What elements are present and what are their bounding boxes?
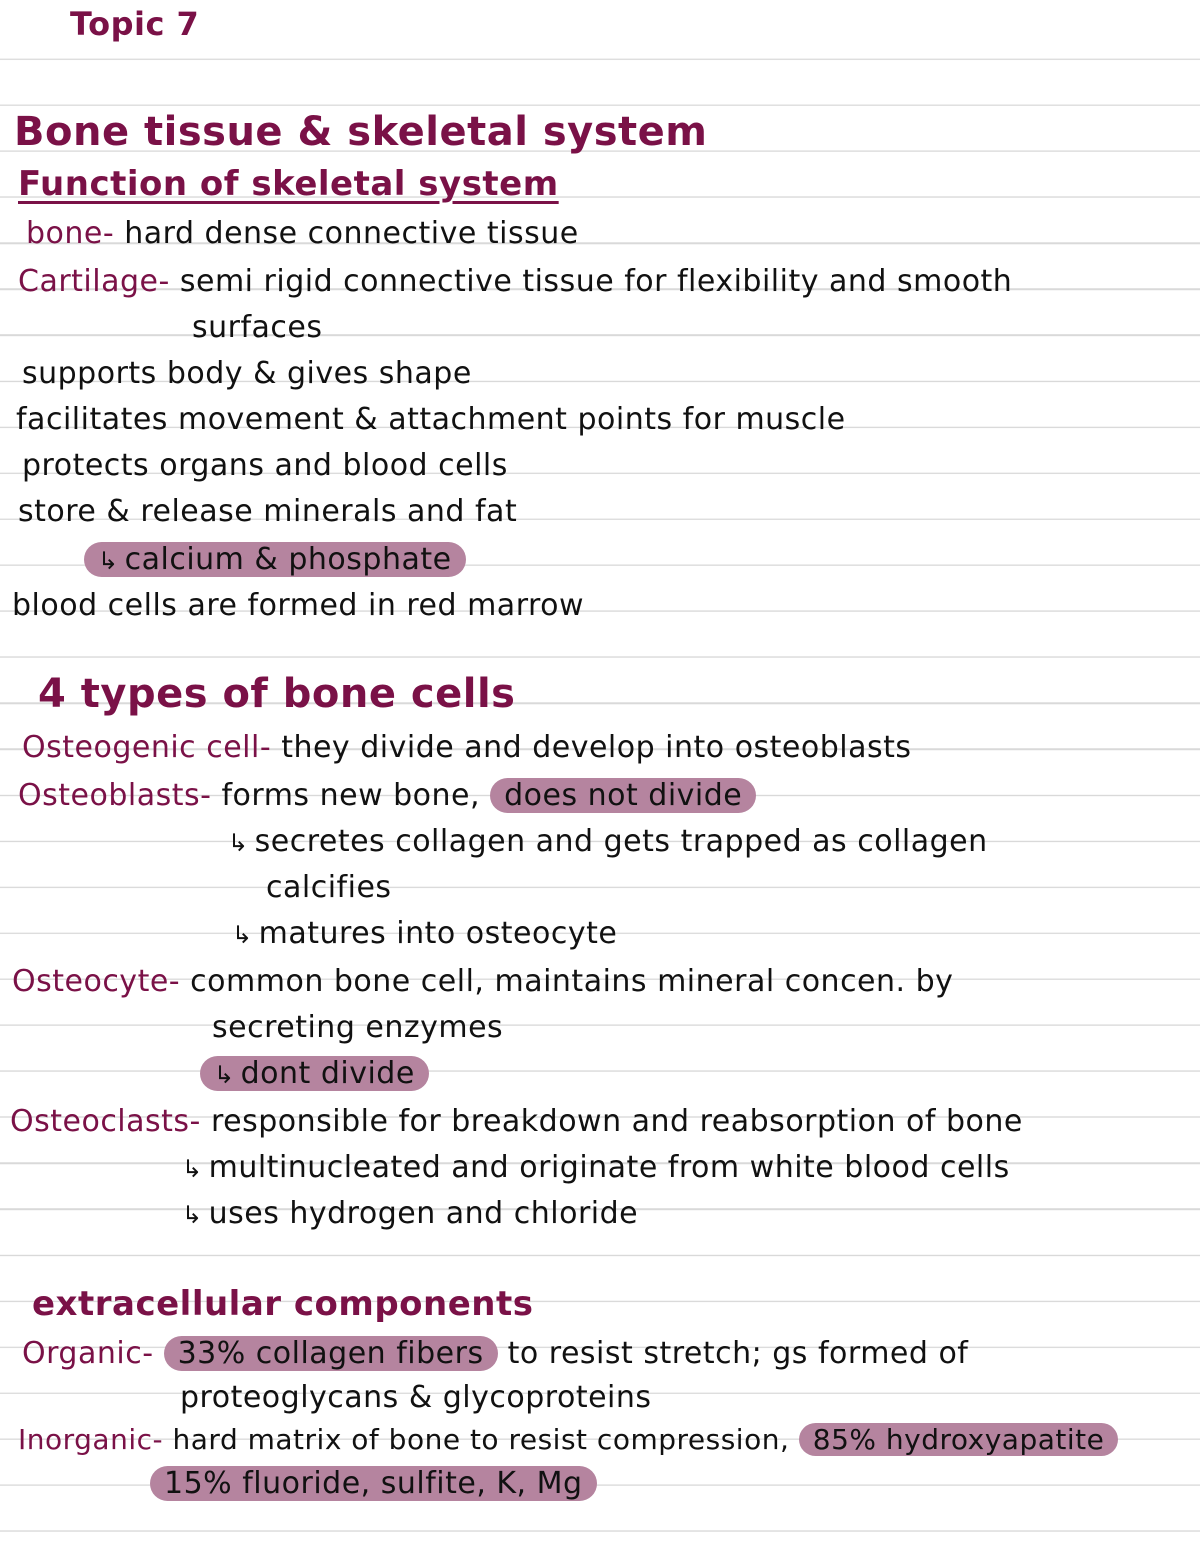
return-arrow-icon: ↳ (228, 829, 249, 857)
section3-heading-text: extracellular components (32, 1284, 534, 1324)
function-item (22, 446, 508, 486)
blood-cells-line (12, 586, 584, 626)
inorganic-note (150, 1464, 597, 1504)
inorganic-term: Inorganic- (18, 1423, 164, 1456)
inorganic-highlight2: 15% fluoride, sulfite, K, Mg (150, 1466, 597, 1501)
inorganic-text: hard matrix of bone to resist compression, (172, 1423, 790, 1456)
section1-heading (18, 164, 559, 204)
section2-heading-text: 4 types of bone cells (38, 671, 516, 717)
osteocyte-text: common bone cell, maintains mineral concen. by (190, 964, 954, 999)
cartilage-term: Cartilage- (18, 264, 170, 299)
topic-label (70, 4, 199, 44)
minerals-note (84, 540, 466, 581)
osteoblasts-text: forms new bone, (221, 778, 481, 813)
osteocyte-term: Osteocyte- (12, 964, 181, 999)
section2-heading (38, 671, 516, 717)
section3-heading (32, 1284, 533, 1324)
osteoblasts-note-text2: calcifies (266, 870, 392, 905)
cartilage-text2: surfaces (192, 310, 323, 345)
minerals-note-text: calcium & phosphate (124, 542, 452, 577)
minerals-highlight (84, 542, 466, 577)
topic-text: Topic 7 (70, 5, 200, 43)
osteocyte-note (200, 1054, 429, 1095)
osteoblasts-note-text: matures into osteocyte (258, 916, 618, 951)
osteoblasts-note-cont (266, 868, 392, 908)
function-text: supports body & gives shape (22, 356, 472, 391)
return-arrow-icon: ↳ (182, 1201, 203, 1229)
osteoblasts-note (228, 822, 988, 863)
function-item (16, 400, 846, 440)
osteogenic-definition (22, 728, 912, 768)
osteoblasts-term: Osteoblasts- (18, 778, 212, 813)
page-title (14, 109, 708, 155)
osteoblasts-highlight: does not divide (490, 778, 756, 813)
function-text: protects organs and blood cells (22, 448, 508, 483)
organic-definition (22, 1334, 968, 1374)
title-text: Bone tissue & skeletal system (14, 109, 708, 155)
function-item (22, 354, 472, 394)
organic-text2: proteoglycans & glycoproteins (180, 1380, 652, 1415)
inorganic-definition (18, 1420, 1118, 1460)
function-text: store & release minerals and fat (18, 494, 518, 529)
cartilage-definition-cont (192, 308, 323, 348)
section1-heading-text: Function of skeletal system (18, 164, 559, 204)
osteoclasts-note-text: multinucleated and originate from white blood cells (208, 1150, 1010, 1185)
organic-text: to resist stretch; gs formed of (507, 1336, 969, 1371)
organic-term: Organic- (22, 1336, 154, 1371)
osteocyte-text2: secreting enzymes (212, 1010, 504, 1045)
osteocyte-definition (12, 962, 953, 1002)
return-arrow-icon: ↳ (214, 1061, 235, 1089)
osteoclasts-note-text: uses hydrogen and chloride (208, 1196, 639, 1231)
osteocyte-highlight (200, 1056, 429, 1091)
cartilage-text: semi rigid connective tissue for flexibility and smooth (179, 264, 1013, 299)
organic-highlight: 33% collagen fibers (164, 1336, 498, 1371)
return-arrow-icon: ↳ (182, 1155, 203, 1183)
osteogenic-term: Osteogenic cell- (22, 730, 272, 765)
function-item (18, 492, 517, 532)
bone-definition (26, 214, 579, 254)
osteogenic-text: they divide and develop into osteoblasts (281, 730, 912, 765)
osteoclasts-text: responsible for breakdown and reabsorption of bone (210, 1104, 1023, 1139)
osteoclasts-definition (10, 1102, 1023, 1142)
bone-term: bone- (26, 216, 115, 251)
function-text: facilitates movement & attachment points for muscle (16, 402, 846, 437)
osteoclasts-note (182, 1194, 638, 1235)
osteoblasts-note-text: secretes collagen and gets trapped as collagen (254, 824, 988, 859)
osteoblasts-definition (18, 776, 756, 816)
return-arrow-icon: ↳ (232, 921, 253, 949)
osteoclasts-term: Osteoclasts- (10, 1104, 201, 1139)
osteocyte-definition-cont (212, 1008, 503, 1048)
organic-definition-cont (180, 1378, 652, 1418)
osteocyte-highlight-text: dont divide (240, 1056, 415, 1091)
return-arrow-icon: ↳ (98, 547, 119, 575)
bone-text: hard dense connective tissue (124, 216, 579, 251)
cartilage-definition (18, 262, 1012, 302)
inorganic-highlight: 85% hydroxyapatite (799, 1423, 1119, 1456)
osteoblasts-note (232, 914, 617, 955)
osteoclasts-note (182, 1148, 1010, 1189)
blood-cells-text: blood cells are formed in red marrow (12, 588, 585, 623)
